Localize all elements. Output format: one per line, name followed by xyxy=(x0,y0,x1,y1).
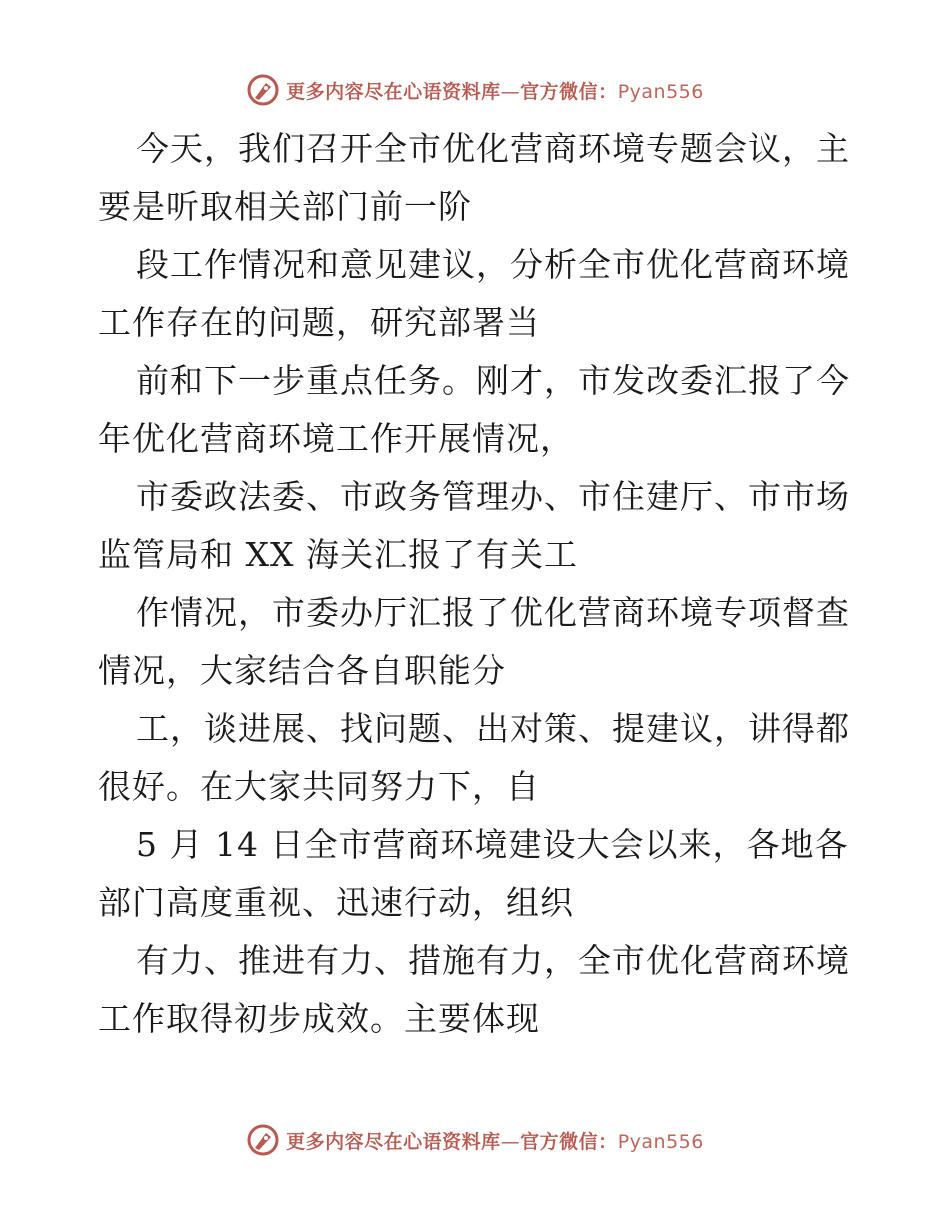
watermark-separator: — xyxy=(500,80,521,103)
text-line: 监管局和 XX 海关汇报了有关工 xyxy=(98,535,578,574)
watermark-id: Pyan556 xyxy=(617,1130,704,1153)
text-line: 今天，我们召开全市优化营商环境专题会议，主 xyxy=(136,129,850,168)
footer-watermark xyxy=(0,1120,950,1160)
text-line: 有力、推进有力、措施有力，全市优化营商环境 xyxy=(136,941,850,980)
text-line: 很好。在大家共同努力下，自 xyxy=(98,767,540,806)
text-line: 工，谈进展、找问题、出对策、提建议，讲得都 xyxy=(136,709,850,748)
pen-nib-circle-icon xyxy=(246,1123,280,1157)
watermark-brand: 更多内容尽在心语资料库 xyxy=(286,1130,501,1153)
watermark-label: 官方微信： xyxy=(520,1130,618,1153)
watermark-label: 官方微信： xyxy=(520,80,618,103)
watermark-text xyxy=(286,1127,704,1154)
text-line: 前和下一步重点任务。刚才，市发改委汇报了今 xyxy=(136,361,850,400)
header-watermark xyxy=(0,70,950,110)
watermark-id: Pyan556 xyxy=(617,80,704,103)
text-line: 年优化营商环境工作开展情况， xyxy=(98,419,574,458)
text-line: 要是听取相关部门前一阶 xyxy=(98,187,472,226)
watermark-separator: — xyxy=(500,1130,521,1153)
pen-nib-circle-icon xyxy=(246,73,280,107)
text-line: 5 月 14 日全市营商环境建设大会以来，各地各 xyxy=(136,825,849,864)
text-line: 作情况，市委办厅汇报了优化营商环境专项督查 xyxy=(136,593,850,632)
watermark-text xyxy=(286,77,704,104)
text-line: 工作取得初步成效。主要体现 xyxy=(98,999,540,1038)
text-line: 情况，大家结合各自职能分 xyxy=(98,651,506,690)
text-line: 部门高度重视、迅速行动，组织 xyxy=(98,883,574,922)
text-line: 段工作情况和意见建议，分析全市优化营商环境 xyxy=(136,245,850,284)
document-body xyxy=(98,120,858,1048)
text-line: 工作存在的问题，研究部署当 xyxy=(98,303,540,342)
text-line: 市委政法委、市政务管理办、市住建厅、市市场 xyxy=(136,477,850,516)
watermark-brand: 更多内容尽在心语资料库 xyxy=(286,80,501,103)
